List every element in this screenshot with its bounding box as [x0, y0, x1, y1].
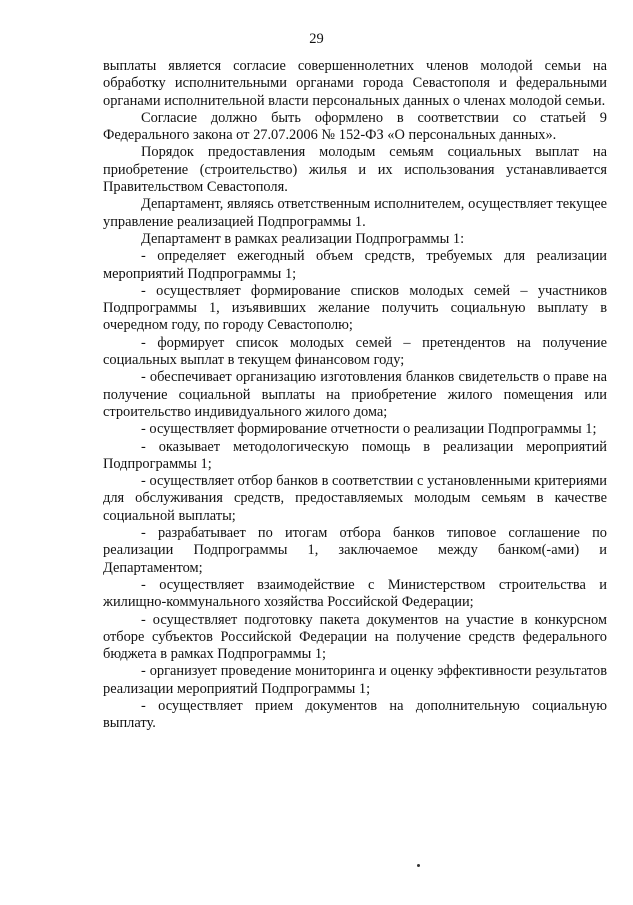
page-number: 29: [309, 31, 324, 47]
paragraph: - осуществляет отбор банков в соответствии с установленными критериями для обслуживания средств, предоставляемых молодым семьям в качестве социальной выплаты;: [103, 473, 607, 524]
paragraph: выплаты является согласие совершеннолетних членов молодой семьи на обработку исполнительными органами города Севастополя и федеральными органами исполнительной власти персональных данных о членах молодой семьи.: [103, 58, 607, 109]
paragraph: Департамент в рамках реализации Подпрограммы 1:: [141, 230, 465, 247]
document-body: [103, 58, 607, 733]
paragraph: - осуществляет формирование списков молодых семей – участников Подпрограммы 1, изъявивших желание получить социальную выплату в очередном году, по городу Севастополю;: [103, 282, 607, 334]
paragraph: - организует проведение мониторинга и оценку эффективности результатов реализации мероприятий Подпрограммы 1;: [103, 663, 607, 697]
paragraph: Согласие должно быть оформлено в соответствии со статьей 9 Федерального закона от 27.07.2006 № 152-ФЗ «О персональных данных».: [103, 109, 607, 144]
paragraph: - осуществляет подготовку пакета документов на участие в конкурсном отборе субъектов Российской Федерации на получение средств федерального бюджета в рамках Подпрограммы 1;: [103, 611, 607, 663]
paragraph: - оказывает методологическую помощь в реализации мероприятий Подпрограммы 1;: [103, 438, 607, 472]
paragraph: Департамент, являясь ответственным исполнителем, осуществляет текущее управление реализацией Подпрограммы 1.: [103, 196, 607, 230]
paragraph: Порядок предоставления молодым семьям социальных выплат на приобретение (строительство) жилья и их использования устанавливается Правительством Севастополя.: [103, 144, 607, 196]
scan-speck: [417, 864, 420, 867]
paragraph: - осуществляет взаимодействие с Министерством строительства и жилищно-коммунального хозяйства Российской Федерации;: [103, 576, 607, 611]
paragraph: - обеспечивает организацию изготовления бланков свидетельств о праве на получение социальной выплаты на приобретение жилого помещения или строительство индивидуального жилого дома;: [103, 369, 607, 420]
paragraph: - определяет ежегодный объем средств, требуемых для реализации мероприятий Подпрограммы 1;: [103, 248, 607, 282]
paragraph: - осуществляет прием документов на дополнительную социальную выплату.: [103, 697, 607, 732]
paragraph: - формирует список молодых семей – претендентов на получение социальных выплат в текущем финансовом году;: [103, 334, 607, 369]
paragraph: - разрабатывает по итогам отбора банков типовое соглашение по реализации Подпрограммы 1, заключаемое между банком(-ами) и Департаментом;: [103, 525, 607, 576]
paragraph: - осуществляет формирование отчетности о реализации Подпрограммы 1;: [141, 421, 597, 438]
